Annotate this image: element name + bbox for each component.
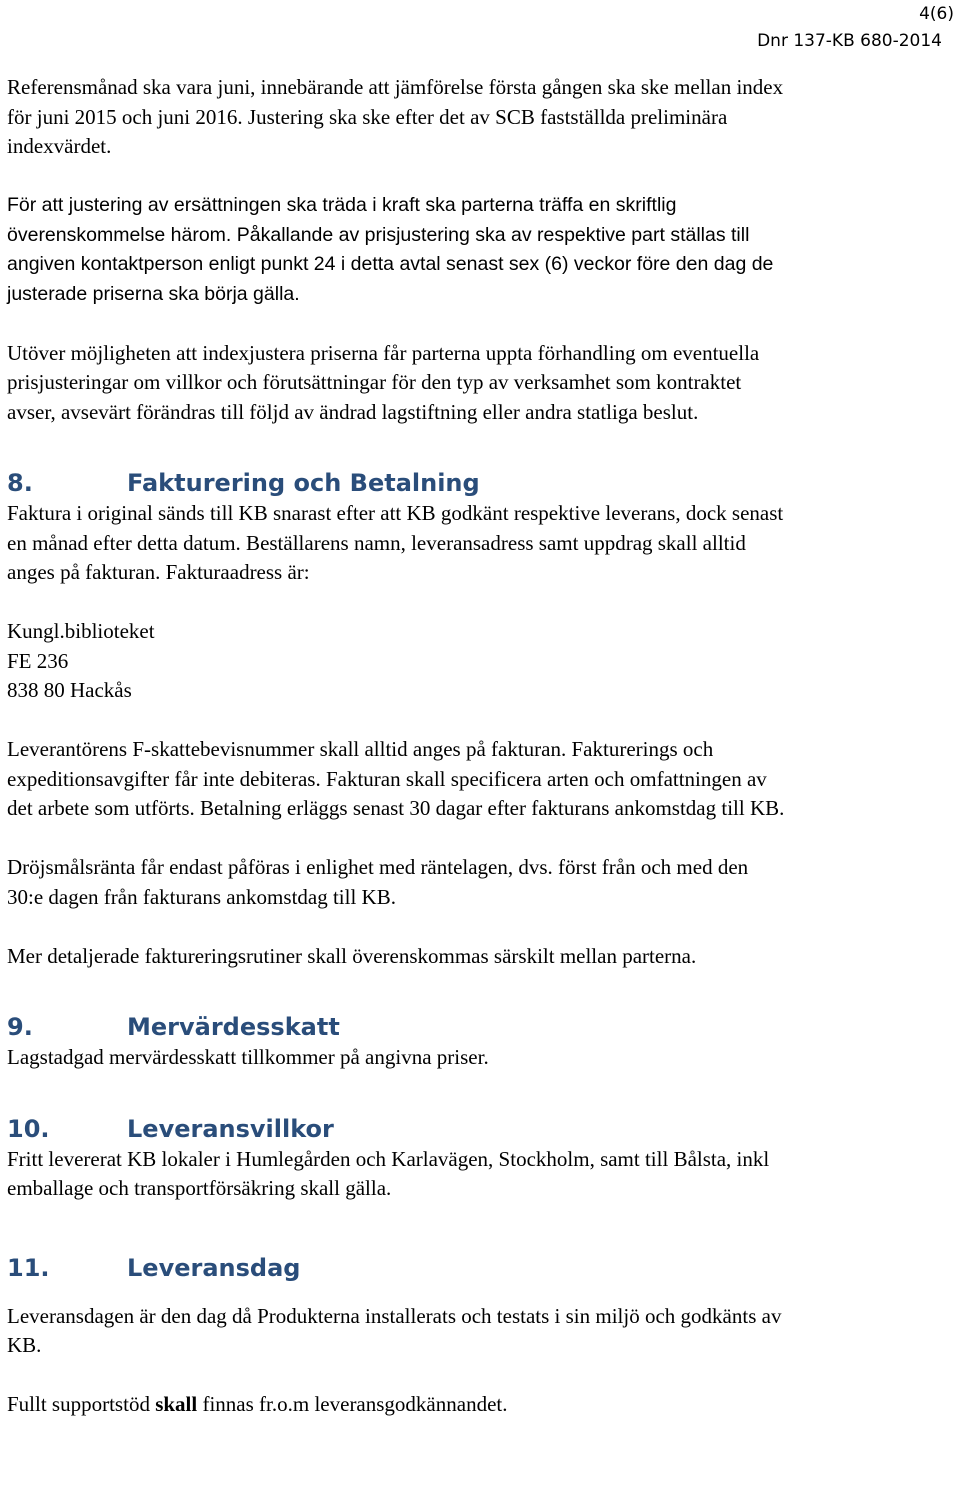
section-number: 11. bbox=[7, 1253, 50, 1282]
text-line: det arbete som utförts. Betalning erläggs senast 30 dagar efter fakturans ankomstdag till KB. bbox=[7, 796, 785, 820]
document-body bbox=[7, 73, 957, 1420]
section-title: Mervärdesskatt bbox=[127, 1013, 340, 1041]
text-line: angiven kontaktperson enligt punkt 24 i detta avtal senast sex (6) veckor före den dag de bbox=[7, 253, 774, 275]
text-line: Faktura i original sänds till KB snarast efter att KB godkänt respektive leverans, dock senast bbox=[7, 501, 784, 525]
text-span: överenskommelse härom. bbox=[7, 223, 232, 246]
section-10 bbox=[7, 1113, 957, 1204]
text-line: Leverantörens F-skattebevisnummer skall alltid anges på fakturan. Fakturerings och bbox=[7, 737, 714, 761]
section-11 bbox=[7, 1252, 957, 1420]
text-line: anges på fakturan. Fakturaadress är: bbox=[7, 560, 310, 584]
text-span: Påkallande av prisjustering ska av respektive part ställas till bbox=[231, 223, 750, 246]
address-line: Kungl.biblioteket bbox=[7, 619, 155, 643]
paragraph-reference-month bbox=[7, 73, 957, 162]
section-number: 9. bbox=[7, 1013, 33, 1041]
text-line: avser, avsevärt förändras till följd av ändrad lagstiftning eller andra statliga beslut. bbox=[7, 399, 699, 424]
section-9 bbox=[7, 1011, 957, 1073]
section-number: 8. bbox=[7, 469, 33, 497]
text-line: 30:e dagen från fakturans ankomstdag till KB. bbox=[7, 884, 396, 909]
page-number: 4(6) bbox=[919, 4, 954, 24]
text-line: Utöver möjligheten att indexjustera priserna får parterna uppta förhandling om eventuella bbox=[7, 340, 760, 365]
section-title: Leveransdag bbox=[127, 1253, 301, 1282]
text-line: för juni 2015 och juni 2016. Justering ska ske efter det av SCB fastställda preliminära bbox=[7, 104, 728, 129]
section-heading bbox=[7, 1252, 957, 1284]
section-title: Fakturering och Betalning bbox=[127, 469, 480, 497]
text-line: Mer detaljerade faktureringsrutiner skall överenskommas särskilt mellan parterna. bbox=[7, 943, 697, 968]
text-line: indexvärdet. bbox=[7, 134, 112, 158]
bold-text: skall bbox=[155, 1392, 198, 1416]
text-line: justerade priserna ska börja gälla. bbox=[7, 282, 300, 305]
text-line: emballage och transportförsäkring skall gälla. bbox=[7, 1176, 392, 1200]
paragraph-price-adjustment bbox=[7, 191, 957, 309]
text-line bbox=[7, 1390, 957, 1420]
section-title: Leveransvillkor bbox=[127, 1114, 334, 1143]
section-heading bbox=[7, 1011, 957, 1043]
section-heading bbox=[7, 1113, 957, 1145]
address-line: 838 80 Hackås bbox=[7, 678, 132, 702]
text-span: Fullt supportstöd bbox=[7, 1392, 156, 1416]
section-8 bbox=[7, 467, 957, 971]
text-line: expeditionsavgifter får inte debiteras. Fakturan skall specificera arten och omfattningen av bbox=[7, 766, 767, 791]
text-line: Fritt levererat KB lokaler i Humlegården och Karlavägen, Stockholm, samt till Bålsta, inkl bbox=[7, 1146, 770, 1171]
invoice-address bbox=[7, 617, 957, 706]
paragraph-negotiation bbox=[7, 339, 957, 428]
document-reference: Dnr 137-KB 680-2014 bbox=[757, 31, 942, 51]
text-line: Referensmånad ska vara juni, innebärande att jämförelse första gången ska ske mellan index bbox=[7, 75, 784, 99]
text-line: Lagstadgad mervärdesskatt tillkommer på angivna priser. bbox=[7, 1045, 489, 1069]
text-line: KB. bbox=[7, 1333, 42, 1357]
text-line: en månad efter detta datum. Beställarens namn, leveransadress samt uppdrag skall alltid bbox=[7, 530, 746, 555]
text-line: prisjusteringar om villkor och förutsättningar för den typ av verksamhet som kontraktet bbox=[7, 370, 742, 394]
text-line bbox=[7, 221, 957, 251]
text-span: finnas fr.o.m leveransgodkännandet. bbox=[197, 1392, 508, 1416]
text-line: För att justering av ersättningen ska träda i kraft ska parterna träffa en skriftlig bbox=[7, 194, 677, 216]
section-heading bbox=[7, 467, 957, 499]
address-line: FE 236 bbox=[7, 648, 69, 673]
section-number: 10. bbox=[7, 1114, 50, 1143]
text-line: Leveransdagen är den dag då Produkterna installerats och testats i sin miljö och godkänts av bbox=[7, 1303, 782, 1328]
text-line: Dröjsmålsränta får endast påföras i enlighet med räntelagen, dvs. först från och med den bbox=[7, 855, 749, 879]
